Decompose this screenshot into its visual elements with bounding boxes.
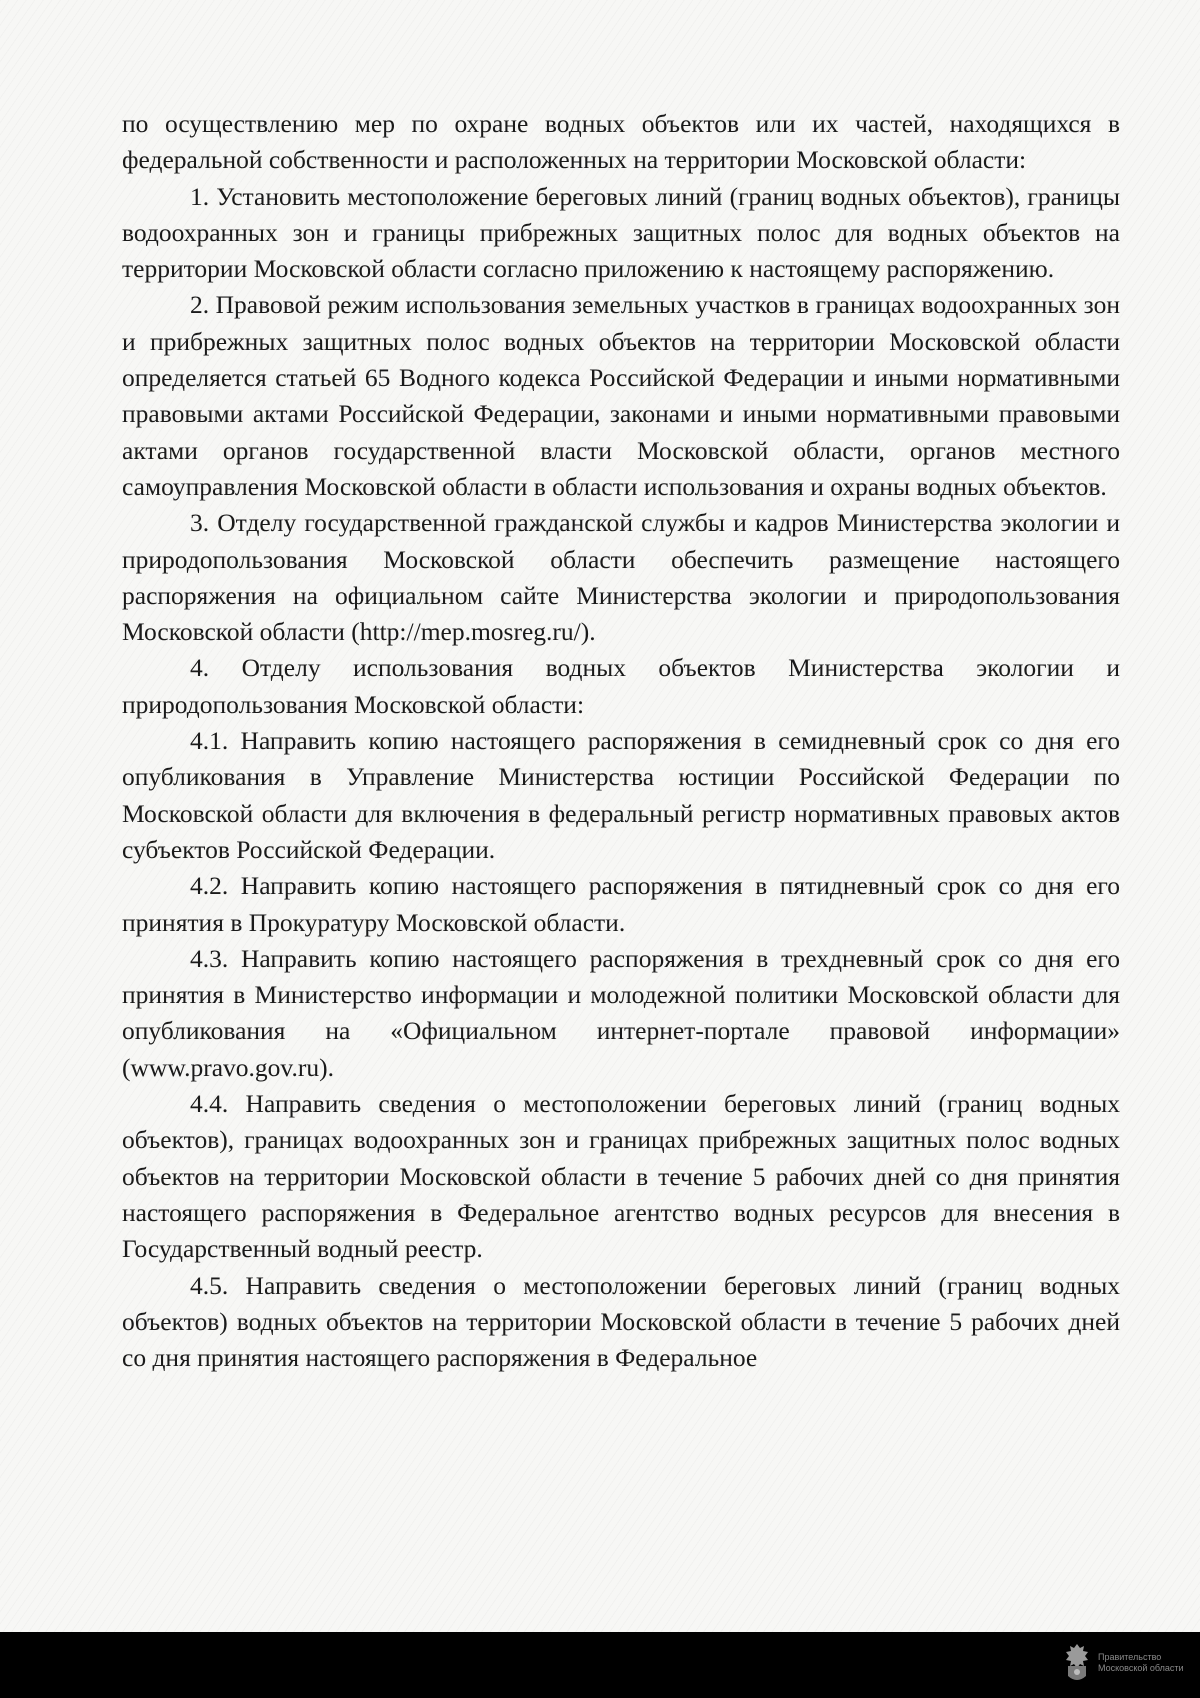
paragraph-item-2: 2. Правовой режим использования земельных участков в границах водоохранных зон и прибрежных защитных полос водных объектов на территории Московской области определяется статьей 65 Водного кодекса Российской Федерации и иными нормативными правовыми актами Российской Федерации, законами и иными нормативными правовыми актами органов государственной власти Московской области, органов местного самоуправления Московской области в области использования и охраны водных объектов. — [122, 290, 1120, 501]
watermark-line-1: Правительство — [1098, 1652, 1162, 1662]
coat-of-arms-icon — [1062, 1642, 1092, 1684]
paragraph-item-4-4: 4.4. Направить сведения о местоположении береговых линий (границ водных объектов), границах водоохранных зон и границах прибрежных защитных полос водных объектов на территории Московской области в течение 5 рабочих дней со дня принятия настоящего распоряжения в Федеральное агентство водных ресурсов для внесения в Государственный водный реестр. — [122, 1089, 1120, 1264]
paragraph-item-4-1: 4.1. Направить копию настоящего распоряжения в семидневный срок со дня его опубликования в Управление Министерства юстиции Российской Федерации по Московской области для включения в федеральный регистр нормативных правовых актов субъектов Российской Федерации. — [122, 726, 1120, 864]
scan-footer-band — [0, 1632, 1200, 1698]
paragraph-item-4: 4. Отделу использования водных объектов Министерства экологии и природопользования Московской области: — [122, 653, 1120, 719]
document-body — [122, 106, 1120, 1376]
paragraph-intro: по осуществлению мер по охране водных объектов или их частей, находящихся в федеральной собственности и расположенных на территории Московской области: — [122, 109, 1120, 175]
watermark-text — [1098, 1652, 1184, 1674]
paragraph-item-3: 3. Отделу государственной гражданской службы и кадров Министерства экологии и природопользования Московской области обеспечить размещение настоящего распоряжения на официальном сайте Министерства экологии и природопользования Московской области (http://mep.mosreg.ru/). — [122, 508, 1120, 647]
paragraph-item-4-5: 4.5. Направить сведения о местоположении береговых линий (границ водных объектов) водных объектов на территории Московской области в течение 5 рабочих дней со дня принятия настоящего распоряжения в Федеральное — [122, 1270, 1120, 1373]
paragraph-item-4-2: 4.2. Направить копию настоящего распоряжения в пятидневный срок со дня его принятия в Прокуратуру Московской области. — [122, 871, 1120, 937]
paragraph-item-1: 1. Установить местоположение береговых линий (границ водных объектов), границы водоохранных зон и границы прибрежных защитных полос для водных объектов на территории Московской области согласно приложению к настоящему распоряжению. — [122, 181, 1120, 284]
paragraph-item-4-3: 4.3. Направить копию настоящего распоряжения в трехдневный срок со дня его принятия в Министерство информации и молодежной политики Московской области для опубликования на «Официальном интернет-портале правовой информации» (www.pravo.gov.ru). — [122, 943, 1120, 1082]
watermark-line-2: Московской области — [1098, 1663, 1184, 1673]
